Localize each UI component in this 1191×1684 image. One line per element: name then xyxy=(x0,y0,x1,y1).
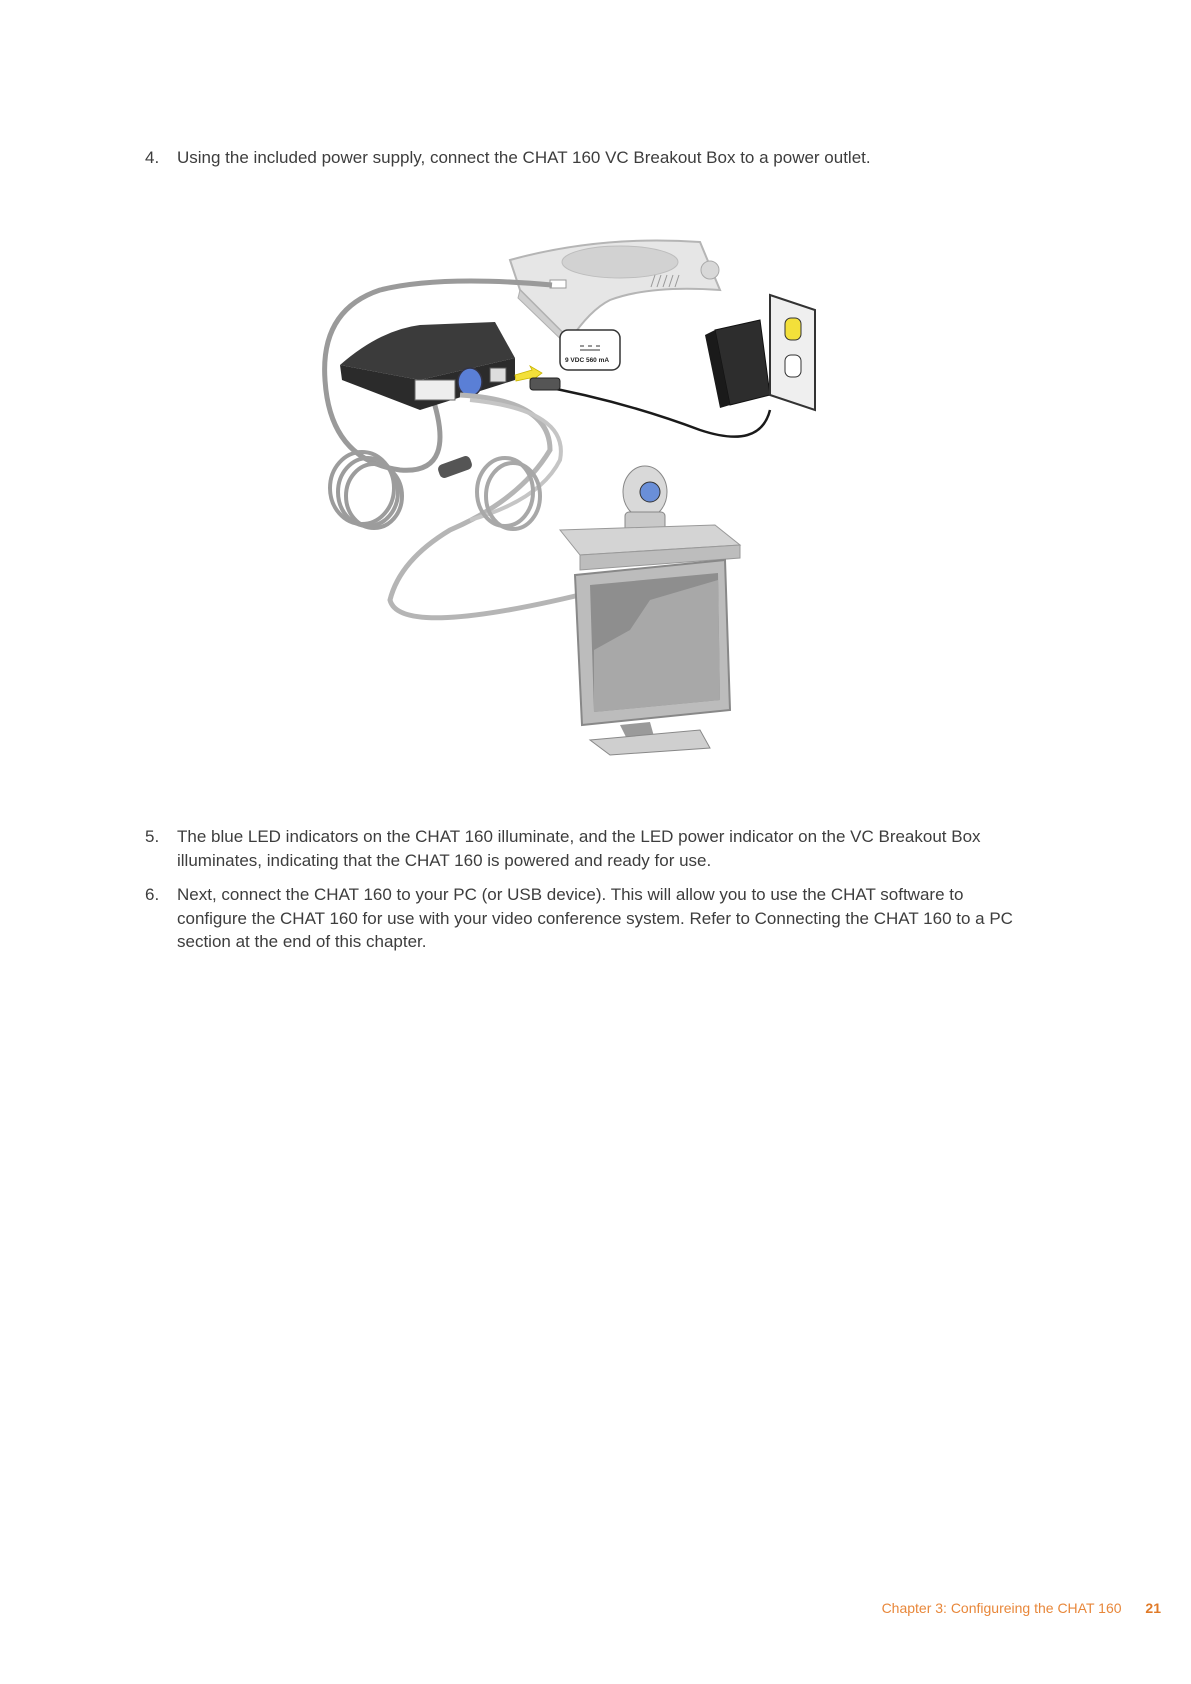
step-number: 4. xyxy=(145,148,160,167)
chapter-title: Chapter 3: Configureing the CHAT 160 xyxy=(881,1600,1122,1616)
power-rating-label: 9 VDC 560 mA xyxy=(565,357,610,364)
page-footer xyxy=(882,1600,1161,1616)
video-camera-icon xyxy=(623,466,667,532)
wall-outlet-icon xyxy=(770,295,815,410)
step-5 xyxy=(145,825,1025,872)
monitor-icon xyxy=(575,560,730,755)
step-text: The blue LED indicators on the CHAT 160 illuminate, and the LED power indicator on the VC Breakout Box illuminates, indicating that the CHAT 160 is powered and ready for use. xyxy=(177,827,981,870)
page-number: 21 xyxy=(1145,1600,1161,1616)
power-label-callout xyxy=(560,330,620,370)
power-adapter-icon xyxy=(705,320,770,408)
step-text: Next, connect the CHAT 160 to your PC (or USB device). This will allow you to use the CHAT software to configure the CHAT 160 for use with your video conference system. Refer to Connecting the CHAT 160 to a PC section at the end of this chapter. xyxy=(177,885,1013,951)
setup-illustration xyxy=(320,230,840,770)
step-number: 6. xyxy=(145,885,160,904)
step-text: Using the included power supply, connect the CHAT 160 VC Breakout Box to a power outlet. xyxy=(177,148,871,167)
step-4 xyxy=(145,146,1025,170)
step-number: 5. xyxy=(145,827,160,846)
step-6 xyxy=(145,883,1025,954)
cable-coil-left xyxy=(330,452,402,528)
codec-cable-1 xyxy=(390,395,600,618)
